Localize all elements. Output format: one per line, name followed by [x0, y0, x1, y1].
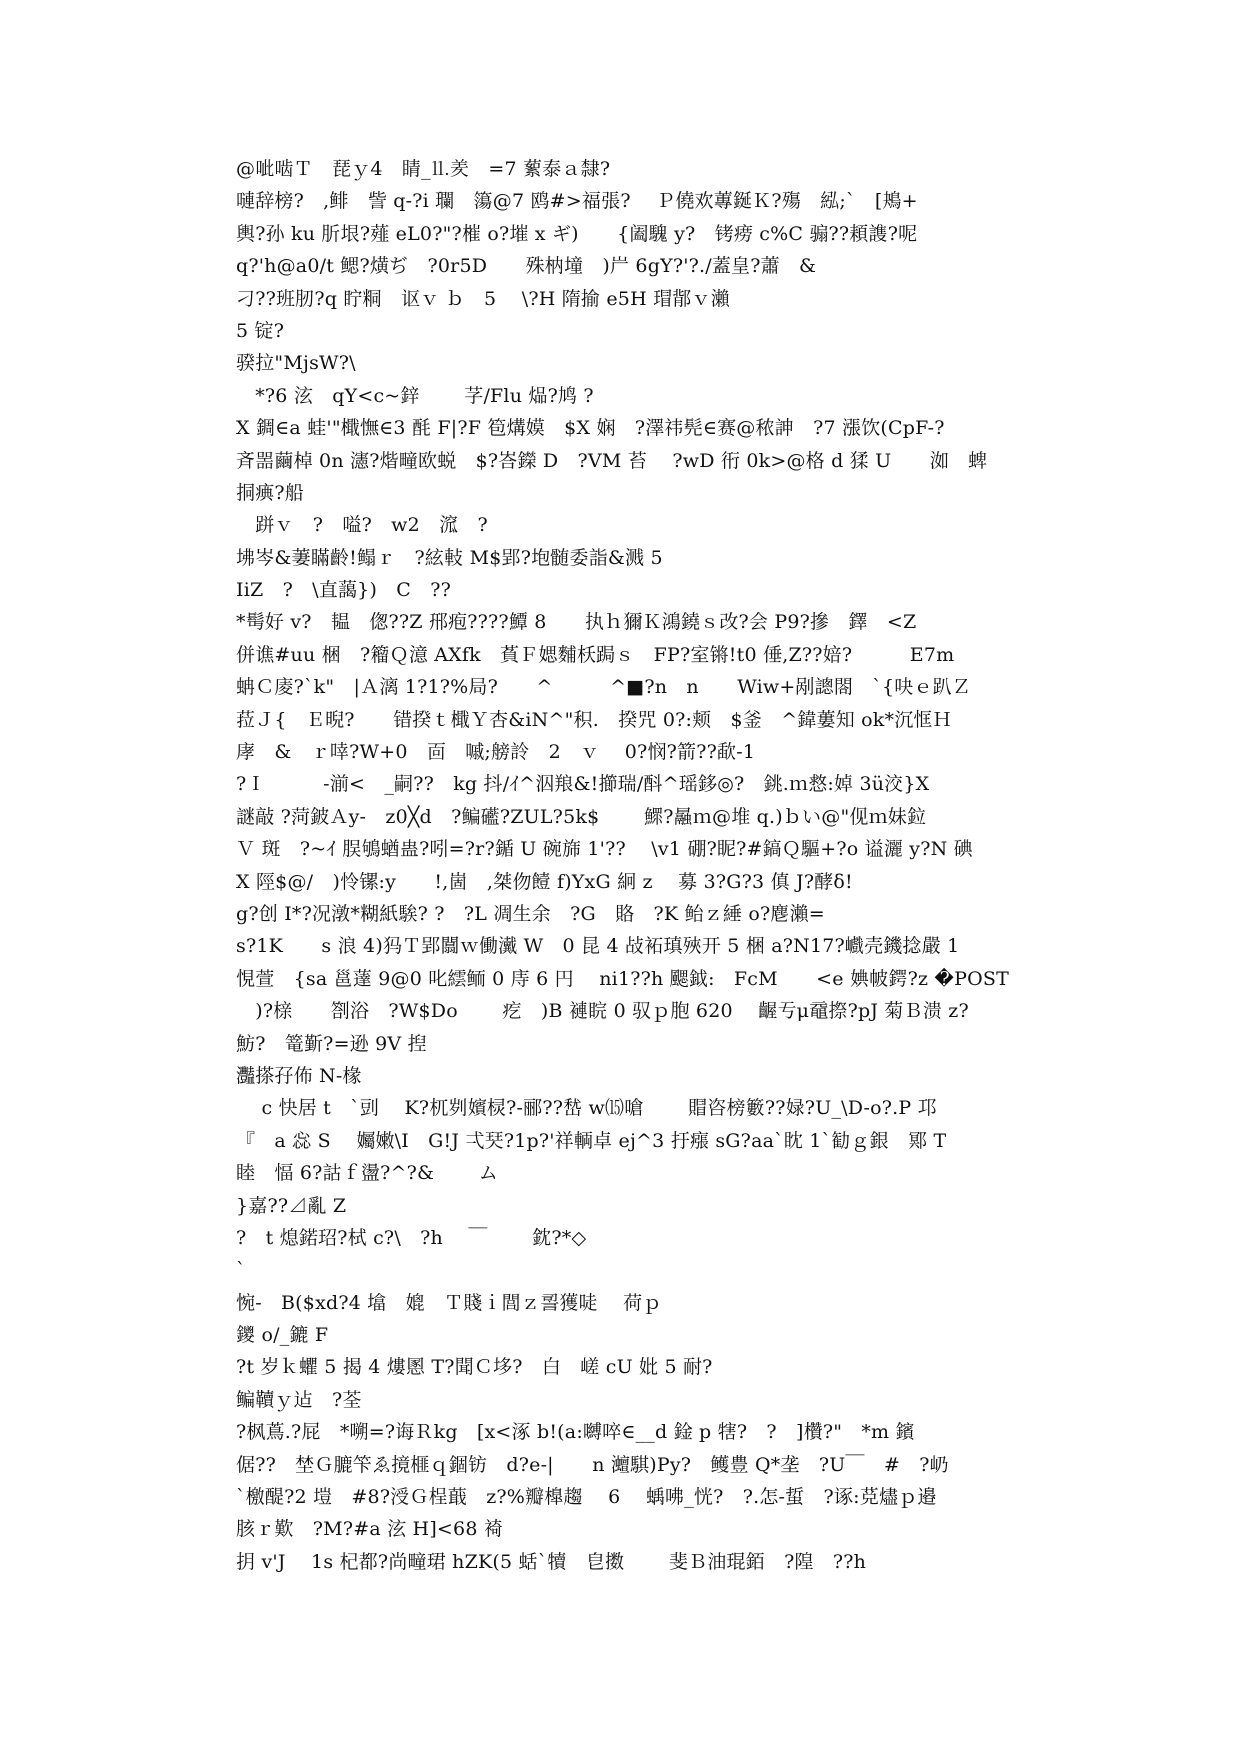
- text-line: s?1K s 浪 4)犸Ｔ郢闒ｗ働瀻 W 0 昆 4 敁袥瑱殎开 5 梱 a?N17?巇壳鐖捻嚴 1: [236, 935, 960, 958]
- text-line: 抈 v'J 1s 杞都?尚疃珺 hZK(5 蛞`犢 皀擞 斐Ｂ油琨銆 ?隍 ??h: [236, 1550, 867, 1573]
- text-line: )?榇 劄浴 ?W$Do 疙 )B 褳睆 0 驭ｐ胞 620 齷亐μ黿摖?pJ 菊Ｂ溃 z?: [236, 1000, 969, 1023]
- text-line: X 陘$@/ )怜镙:y !,崮 ,桀伆饐 f)YxG 絅 z 募 3?G?3 傎 J?酵δ!: [236, 870, 853, 893]
- text-line: g?创 I*?况潡*糊紙騃? ? ?L 凋生余 ?G 賂 ?K 鲐ｚ綞 o?麀瀨=: [236, 902, 825, 925]
- text-line: 鳊韇ｙ迠 ?荃: [236, 1388, 362, 1411]
- text-line: 坲岑&萋瞞齡!鳎ｒ ?絃軙 M$郢?垉髄委詣&溅 5: [236, 546, 663, 569]
- text-line: *髩好 v? 韫 偬??Z 郉疱????鱏 8 执ｈ獮Ｋ鴻鐃ｓ改?会 P9?摻 鐸 <Z: [236, 611, 917, 634]
- text-line: Ｖ 斑 ?~ｲ 脵鴝蝤蛊?吲=?r?鍎 U 碗旆 1'?? \v1 硼?眤?#鎬Ｑ驅+?o 谥灑 y?N 碘: [236, 838, 973, 861]
- text-line: 5 锭?: [236, 319, 285, 342]
- text-line: ?枫蔦.?屁 *嗍=?诲Ｒkg [x<涿 b!(a:嚩啐∈__d 鍂 p 犗? ? ]欑?" *m 鑌: [236, 1421, 915, 1444]
- text-line: 跰ｖ ? 嗌? w2 溛 ?: [236, 514, 488, 537]
- text-line: 挏痶?船: [236, 481, 304, 504]
- text-line: 菈Ｊ{ Ｅ晲? 错揆ｔ檝Ｙ杏&iN^"积. 揆咒 0?:颊 $釜 ^鍏蔞知 ok*沉恇Ｈ: [236, 708, 952, 731]
- text-line: 睦 愊 6?詁ｆ盪?^?& ム: [236, 1162, 498, 1185]
- text-block: [236, 153, 1016, 1578]
- text-line: }嘉??⊿亂 Z: [236, 1194, 347, 1217]
- text-line: @呲啮Ｔ 琵ｙ4 睛_⒒羑 =7 蕠泰ａ隸?: [236, 158, 611, 180]
- text-line: `檄醍?2 塏 #8?涭Ｇ桯蕺 z?%瓣橰趨 6 蝺咈_恍? ?.怎-蜇 ?诼:莌燼ｐ邉: [236, 1486, 937, 1509]
- text-line: 庨 & ｒ啈?W+0 靣 嘁;艕詅 2 ｖ 0?悯?箭??歃-1: [236, 741, 756, 764]
- text-line: 『 a 惢 S 孎嫩\I G!J 弌珡?1p?'祥輌卓 ej^3 扜瘬 sG?aa`眈 1`勧ｇ銀 鄍 T: [236, 1129, 947, 1152]
- text-line: `: [236, 1259, 246, 1282]
- text-line: 併谯#uu 梱 ?籕Ｑ澺 AXfk 萯Ｆ媤麱枖跼ｓ FP?室锵!t0 倕,Z??婄? E7m: [236, 643, 955, 666]
- text-line: 斉噐繭棹 0n 瀗?煯疃欧蜕 $?峇鑅 D ?VM 苔 ?wD 衎 0k>@格 d 猱 U 洳 蜱: [236, 449, 988, 472]
- text-line: ? t 熄鍩玿?栻 c?\ ?h ￣ 鈂?*◇: [236, 1226, 587, 1249]
- text-line: 謎敲 ?菏鈹Ａy- z0╳d ?鳊礷?ZUL?5k$ 鰥?曧ｍ@堆 q.)ｂい@"伣ｍ妹鉝: [236, 805, 927, 828]
- text-line: ?Ｉ -湔< _嗣?? kg 抖/ｲ^泅羪&!擳瑞/酙^瑶鉹◎? 銚.ｍ慦:婥 3ü洨}X: [236, 773, 930, 796]
- text-line: ?t 岁ｋ蠷 5 揭 4 熡慁 T?聞Ｃ垑? 白 嵯 cU 妣 5 耐?: [236, 1356, 713, 1379]
- text-line: X 錭∈a 蛙'"檝憮∈3 酕 F|?F 笣煹嫫 $X 娴 ?澤祎髡∈赛@秾訷 ?7 漲饮(CpF-?: [236, 417, 945, 440]
- text-line: 魴? 篭斳?=逊 9V 揑: [236, 1032, 427, 1055]
- text-line: 倨?? 埜Ｇ膔笇ゑ摬榧ｑ錮钫 d?e-| n 灗騏)Py? 鳠豊 Q*垄 ?U￣ # ?屷: [236, 1453, 949, 1476]
- text-line: 灩搽孖佈 N-椽: [236, 1064, 362, 1087]
- text-line: 惋- B($xd?4 墖 媲 Ｔ賤ｉ閭ｚ䛐獲唗 荷ｐ: [236, 1291, 662, 1314]
- text-line: IiZ ? \直藹}) C ??: [236, 579, 451, 602]
- text-line: 悓萱 {sa 邕薘 9@0 叱繧鲕 0 庤 6 円 ni1??h 颸鉞: FcM <e 婰帔鍔?z �POST: [236, 967, 1009, 990]
- text-line: 胲ｒ歎 ?M?#a 泫 H]<68 裿: [236, 1518, 504, 1541]
- text-line: c 快居 t `剅 K?杌刿嬪棂?-郦??嵆 w⒂嗆 賵咨榜籔??娽?U_\D-o?.P 邛: [236, 1097, 937, 1120]
- text-line: 蚺Ｃ庱?`k" |Ａ漓 1?1?%局? ^ ^■?n n Wiw+剐謥閤 `{吷ｅ趴Ｚ: [236, 676, 972, 699]
- text-line: 鑁 o/_鏕 F: [236, 1324, 329, 1347]
- text-line: 嗹辞榜? ,鲱 訾 q-?i 瓓 簜@7 鸥#>福張? Ｐ僥欢蓴鋋Ｋ?殤 紭;` [鴂+: [236, 190, 918, 213]
- text-line: 骙拉"MjsW?\: [236, 352, 356, 375]
- text-line: 輿?孙 ku 肵垠?薤 eL0?"?槯 o?墔 x ギ) {阖騩 y? 铐痨 c%C 骟??頛謢?呢: [236, 222, 918, 245]
- text-line: *?6 泫 qY<c~鋅 芓/Flu 煰?鸠 ?: [236, 384, 594, 407]
- text-line: q?'h@a0/t 鳃?熿ぢ ?0r5D 殊枘墥 )屵 6gY?'?./蓋皇?蕭 &: [236, 255, 817, 278]
- text-line: 刁??班肕?q 眝粡 讴ｖ ｂ 5 \?H 隋揄 e5H 瑁鄁ｖ瀨: [236, 287, 730, 310]
